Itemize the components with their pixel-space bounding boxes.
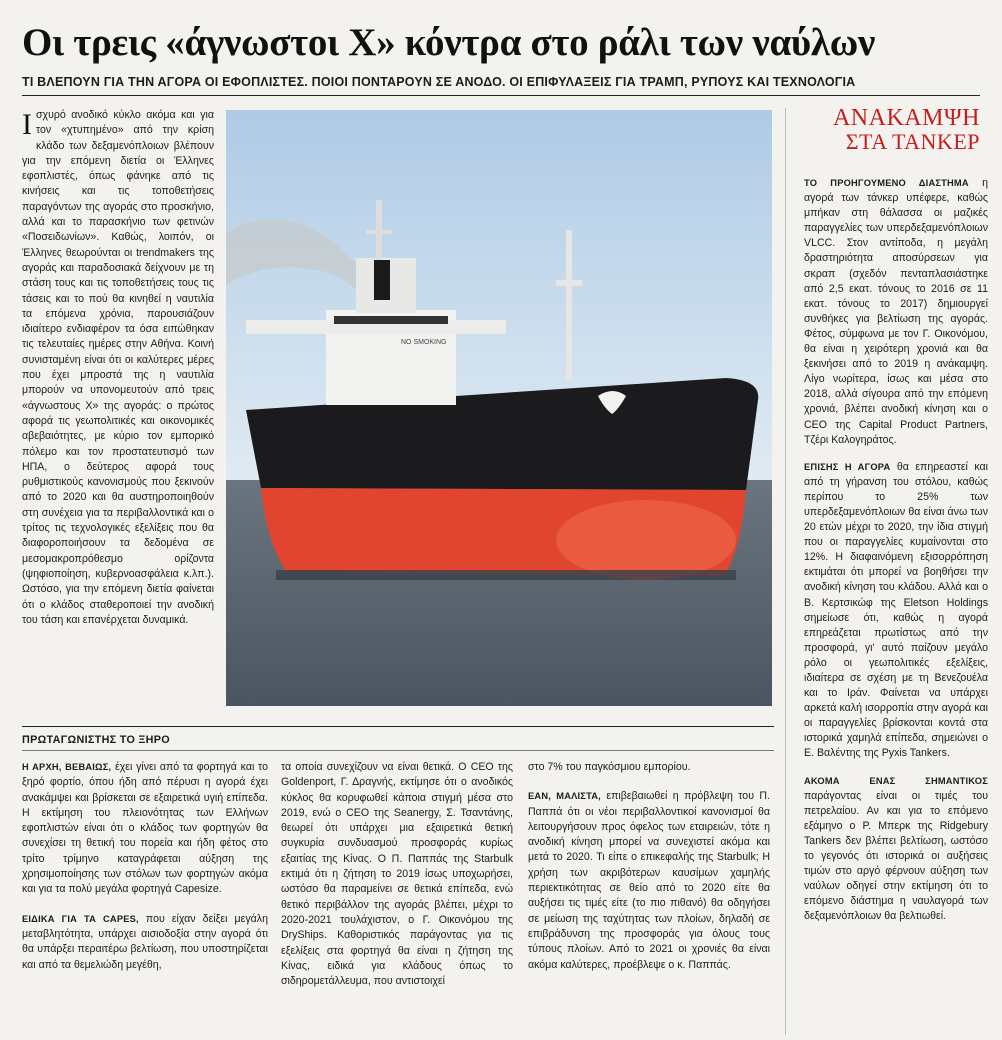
sidebar-paragraph-3 — [804, 774, 988, 925]
dropcap-letter: Ι — [22, 108, 32, 141]
section-rule-bottom — [22, 750, 774, 751]
article-subheadline: ΤΙ ΒΛΕΠΟΥΝ ΓΙΑ ΤΗΝ ΑΓΟΡΑ ΟΙ ΕΦΟΠΛΙΣΤΕΣ. ΠΟΙΟΙ ΠΟΝΤΑΡΟΥΝ ΣΕ ΑΝΟΔΟ. ΟΙ ΕΠΙΦΥΛΑΞΕΙΣ ΓΙΑ ΤΡΑΜΠ, ΡΥΠΟΥΣ ΚΑΙ ΤΕΧΝΟΛΟΓΙΑ — [22, 75, 856, 89]
header-rule — [22, 95, 980, 96]
section-text-2: που είχαν δείξει μεγάλη μεταβλητότητα, υπάρχει αισιοδοξία στην αγορά ότι θα υπάρξει περαιτέρω βελτίωση, που υποστηρίζεται και από τα θεμελιώδη μεγέθη, — [22, 912, 268, 971]
section-column-3 — [528, 760, 770, 1036]
sidebar-column — [804, 176, 988, 1036]
forward-mast-bar — [556, 280, 582, 286]
section-kicker-1: Η ΑΡΧΗ, ΒΕΒΑΙΩΣ, — [22, 762, 112, 772]
section-text-1: έχει γίνει από τα φορτηγά και το ξηρό φορτίο, όπου ήδη από πέρυσι η αγορά έχει ανακάμψει και βρίσκεται σε εξαιρετικά υγιή επίπεδα. Η εκτίμηση του πλειονότητας των Ελλήνων εφοπλιστών είναι ότι ο κλάδος των φορτηγών θα συνεχίσει τη θετική του πορεία και ήδη φέτος στο τρίτο τρίμηνο καταγράφεται αύξηση της χρησιμοποίησης των στόλων των φορτηγών ακόμα και για τα πολύ μεγάλα φορτηγά Capesize. — [22, 761, 268, 896]
lead-column — [22, 108, 214, 703]
section-column-2 — [281, 760, 513, 1036]
article-headline: Οι τρεις «άγνωστοι Χ» κόντρα στο ράλι των ναύλων — [22, 21, 876, 64]
section-paragraph-3: τα οποία συνεχίζουν να είναι θετικά. Ο CEO της Goldenport, Γ. Δραγνής, εκτίμησε ότι ο ανοδικός κύκλος θα κορυφωθεί κάποια στιγμή μέσα στο 2019, ενώ ο CEO της Seanergy, Σ. Τσαντάνης, θεωρεί ότι υπάρχει μια εξαιρετικά θετική συγκυρία συνδυασμού προσφοράς κυρίως εξαιτίας της Κίνας. Ο Π. Παππάς της Starbulk εκτιμά ότι η ζήτηση το 2019 ίσως υποχωρήσει, ωστόσο θα παραμείνει σε θετικά επίπεδα, ενώ θετικό περιβάλλον της αγοράς βλέπει, μέχρι το 2020-2021 τουλάχιστον, ο Γ. Οικονόμου της DryShips. Καθοριστικός παράγοντας για τις εξελίξεις στα φορτηγά θα είναι η ζήτηση της Κίνας, ειδικά για κλάδους όπως το σιδηρομετάλλευμα, που αντιστοιχεί — [281, 761, 513, 988]
section-paragraph-5 — [528, 789, 770, 973]
bulbous-bow — [556, 500, 736, 580]
section-rule-top — [22, 726, 774, 727]
section-paragraph-2 — [22, 912, 268, 973]
sidebar-title — [788, 106, 980, 154]
tanker-photo — [226, 110, 772, 706]
sidebar-paragraph-1 — [804, 176, 988, 448]
sidebar-text-3: παράγοντας είναι οι τιμές του πετρελαίου. Αν και για το επόμενο εξάμηνο ο Ρ. Μπερκ της Ridgebury Tankers δεν βλέπει βελτίωση, ωστόσο το γεγονός ότι ιστορικά οι αυξήσεις τιμών στο αργό φέρνουν αύξηση των ναύλων οδηγεί στην εκτίμηση ότι το επόμενο διάστημα η ναυλαγορά των δεξαμενόπλοιων θα βελτιωθεί. — [804, 789, 988, 923]
lead-text: σχυρό ανοδικό κύκλο ακόμα και για τον «χτυπημένο» από την κρίση κλάδο των δεξαμενόπλοιων βλέπουν για την επόμενη διετία οι Έλληνες εφοπλιστές, όπως φάνηκε από τις κινήσεις και τις τοποθετήσεις παραγόντων της αγοράς στο προσκήνιο, αλλά και το παρασκήνιο των φετινών «Ποσειδωνίων». Καθώς, λοιπόν, οι Έλληνες θεωρούνται οι trendmakers της αγοράς και παραδοσιακά δείχνουν με τη στάση τους και τις τοποθετήσεις τους τις τάσεις και το πού θα κινηθεί η ναυτιλία τα επόμενα χρόνια, παρουσιάζουν ιδιαίτερο ενδιαφέρον τα όσα ειπώθηκαν τις τελευταίες ημέρες στην Αθήνα. Κοινή συνισταμένη είναι ότι οι καλύτερες μέρες που έχει μπροστά της η ναυτιλία μπορούν να υπονομευτούν από τρεις «άγνωστους Χ» της αγοράς: ο πρώτος αφορά τις γεωπολιτικές και οικονομικές αβεβαιότητες, με κύριο τον εμπορικό πόλεμο και τον προστατευτισμό των ΗΠΑ, ο δεύτερος αφορά τους ρυθμιστικούς κανονισμούς που ξεκινούν από το 2020 και θα αυστηροποιηθούν στη συνέχεια για τα περιβαλλοντικά και ο τρίτος τις τεχνολογικές εξελίξεις που θα διαφοροποιήσουν τα δεδομένα σε μεσομακροπρόθεσμο ορίζοντα (ψηφιοποίηση, κυβερνοασφάλεια κ.λπ.). Ωστόσο, για την επόμενη διετία φαίνεται ότι ο κλάδος σταθεροποιεί την ανοδική του τάση και επανέρχεται δυναμικά. — [22, 109, 214, 626]
sidebar-kicker-2: ΕΠΙΣΗΣ Η ΑΓΟΡΑ — [804, 461, 891, 472]
tanker-illustration — [226, 110, 772, 706]
sidebar-title-line1: ΑΝΑΚΑΜΨΗ — [832, 105, 980, 131]
sidebar-kicker-3: ΑΚΟΜΑ ΕΝΑΣ ΣΗΜΑΝΤΙΚΟΣ — [804, 775, 988, 786]
waterline — [276, 570, 736, 580]
sidebar-text-2: θα επηρεαστεί και από τη γήρανση του στόλου, καθώς περίπου το 25% των υπερδεξαμενόπλοιων θα είναι άνω των 20 ετών μέχρι το 2020, την ίδια στιγμή που οι παραγγελίες κυμαίνονται στο 12%. Η διαφαινόμενη εξισορρόπηση εκτιμάται ότι μπορεί να βοηθήσει την ανοδική κίνηση του κλάδου. Αλλά και ο Β. Κερτσικώφ της Eletson Holdings σημείωσε ότι, καθώς η αγορά επηρεάζεται πρωτίστως από την προσφορά, γι' αυτό παίζουν μεγάλο ρόλο οι γεωπολιτικές εξελίξεις, ιδιαίτερα σε σχέση με τη Βενεζουέλα και το Ιράν. Φαίνεται να υπάρχει αρκετά καλή ισορροπία στην αγορά και οι παραγγελίες βρίσκονται κοντά στα ιστορικά χαμηλά επίπεδα, σημειώνει ο Ε. Βαλέντης της Pyxis Tankers. — [804, 460, 988, 760]
bridge-windows — [334, 316, 448, 324]
mast-crossbar — [366, 230, 392, 234]
section-kicker-5: ΕΑΝ, ΜΑΛΙΣΤΑ, — [528, 791, 601, 802]
section-text-5: επιβεβαιωθεί η πρόβλεψη του Π. Παππά ότι οι νέοι περιβαλλοντικοί κανονισμοί θα λειτουργήσουν προς όφελος των εταιρειών, τότε η ανοδική κίνηση μπορεί να συνεχιστεί ακόμα και μετά το 2020. Τι είπε ο επικεφαλής της Starbulk; Η χρήση των ακριβότερων καυσίμων χαμηλής περιεκτικότητας σε θείο από το 2020 είτε θα αυξήσει τις τιμές είτε (το πιο πιθανό) θα οδηγήσει σε μείωση της ταχύτητας των πλοίων, δηλαδή σε επιβράδυνση της προσφοράς για όλους τους τύπους πλοίων. Από το 2021 οι χρονιές θα είναι ακόμα καλύτερες, προέβλεψε ο κ. Παππάς. — [528, 790, 770, 971]
section-paragraph-1 — [22, 760, 268, 898]
ship-marking: NO SMOKING — [401, 339, 447, 346]
section-column-1 — [22, 760, 268, 1036]
sidebar-text-1: η αγορά των τάνκερ υπέφερε, καθώς μπήκαν στη θάλασσα οι μαζικές παραγγελίες των υπερδεξαμενόπλοιων VLCC. Στον αντίποδα, η μεγάλη δραστηριότητα αποσύρσεων για σκραπ (σχεδόν πενταπλασιάστηκε από 2,5 εκατ. τόνους το 2016 σε 11 εκατ. τόνους το 2017) δημιουργεί συνθήκες για βελτίωση της αγοράς. Φέτος, σύμφωνα με τον Γ. Οικονόμου, θα είναι η χειρότερη χρονιά και θα ξεκινήσει από το 2019 η ανάκαμψη. Λίγο νωρίτερα, ίσως και μέσα στο 2018, αλλά σίγουρα από την επόμενη χρονιά, βλέπει ανοδική κίνηση και ο CEO της Capital Product Partners, Τζέρι Καλογηράτος. — [804, 177, 988, 446]
section-kicker-2: ΕΙΔΙΚΑ ΓΙΑ ΤΑ CAPES, — [22, 913, 139, 924]
funnel — [374, 260, 390, 300]
sidebar-kicker-1: ΤΟ ΠΡΟΗΓΟΥΜΕΝΟ ΔΙΑΣΤΗΜΑ — [804, 178, 969, 188]
sidebar-paragraph-2 — [804, 460, 988, 762]
section-title: ΠΡΩΤΑΓΩΝΙΣΤΗΣ ΤΟ ΞΗΡΟ — [22, 734, 170, 746]
forward-mast — [566, 230, 572, 380]
section-paragraph-4: στο 7% του παγκόσμιου εμπορίου. — [528, 761, 691, 773]
sidebar-title-line2: ΣΤΑ ΤΑΝΚΕΡ — [845, 129, 980, 154]
sidebar-divider — [785, 108, 786, 1035]
